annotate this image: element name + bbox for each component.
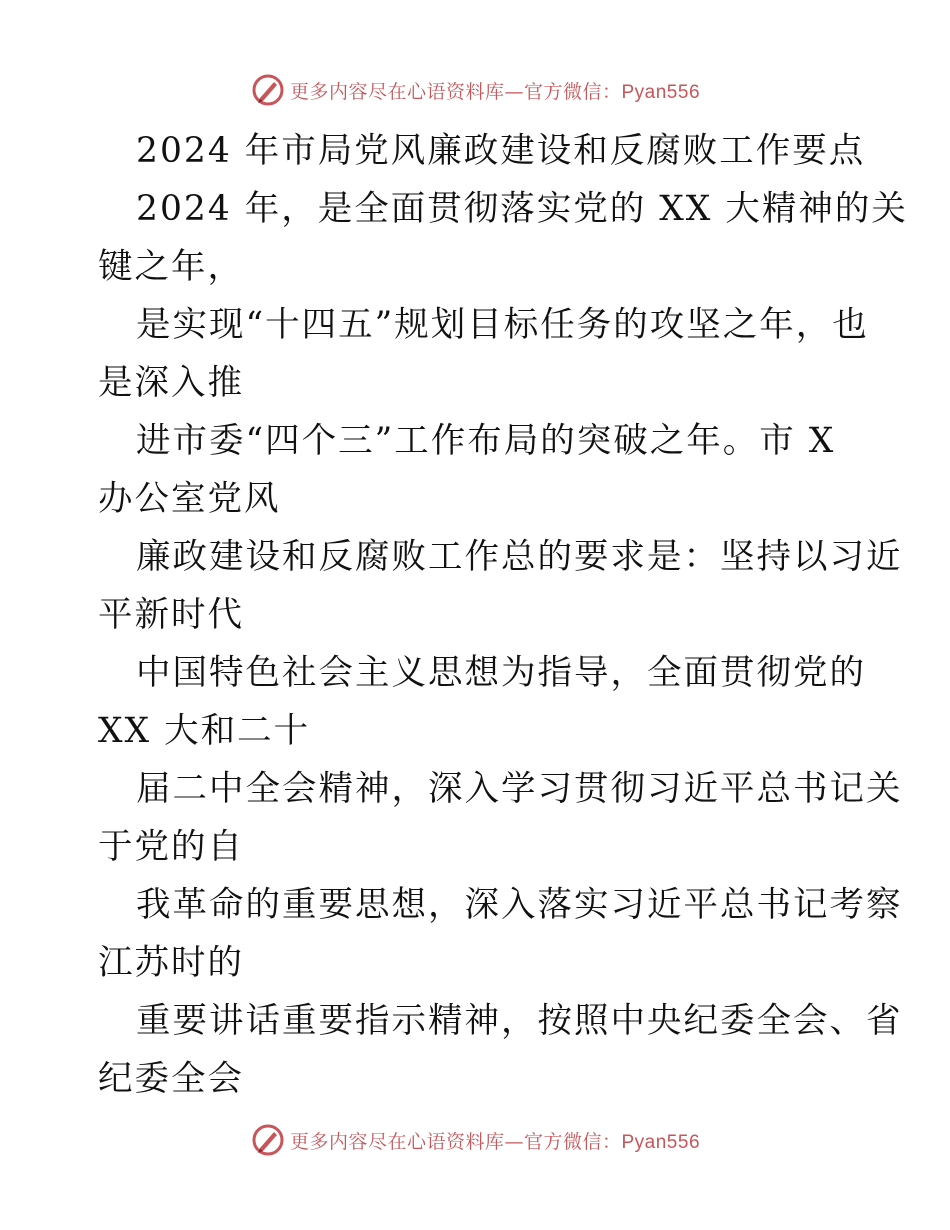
document-line: 2024 年，是全面贯彻落实党的 XX 大精神的关 [136,189,908,229]
pen-logo-icon [250,72,286,108]
document-line: 我革命的重要思想，深入落实习近平总书记考察 [136,885,903,925]
document-line: 进市委“四个三”工作布局的突破之年。市 X [136,421,836,461]
document-line: 纪委全会 [98,1059,244,1099]
footer-banner [0,1118,950,1162]
banner-text: 更多内容尽在心语资料库—官方微信：Pyan556 [289,80,701,103]
document-line: 键之年， [98,247,244,287]
document-line: 平新时代 [98,595,244,635]
header-banner [0,68,950,112]
document-line: 江苏时的 [98,943,244,983]
wechat-id: Pyan556 [621,81,701,103]
document-line: 是实现“十四五”规划目标任务的攻坚之年，也 [136,305,869,345]
document-line: 办公室党风 [98,479,281,519]
banner-text: 更多内容尽在心语资料库—官方微信：Pyan556 [289,1130,701,1153]
document-body [98,122,908,1108]
document-line: 是深入推 [98,363,244,403]
document-line: 中国特色社会主义思想为指导，全面贯彻党的 [136,653,866,693]
pen-logo-icon [250,1122,286,1158]
document-line: 重要讲话重要指示精神，按照中央纪委全会、省 [136,1001,903,1041]
document-line: 届二中全会精神，深入学习贯彻习近平总书记关 [136,769,903,809]
document-line: 2024 年市局党风廉政建设和反腐败工作要点 [136,131,866,171]
document-line: XX 大和二十 [98,711,311,751]
document-line: 于党的自 [98,827,244,867]
wechat-id: Pyan556 [621,1131,701,1153]
document-line: 廉政建设和反腐败工作总的要求是：坚持以习近 [136,537,903,577]
